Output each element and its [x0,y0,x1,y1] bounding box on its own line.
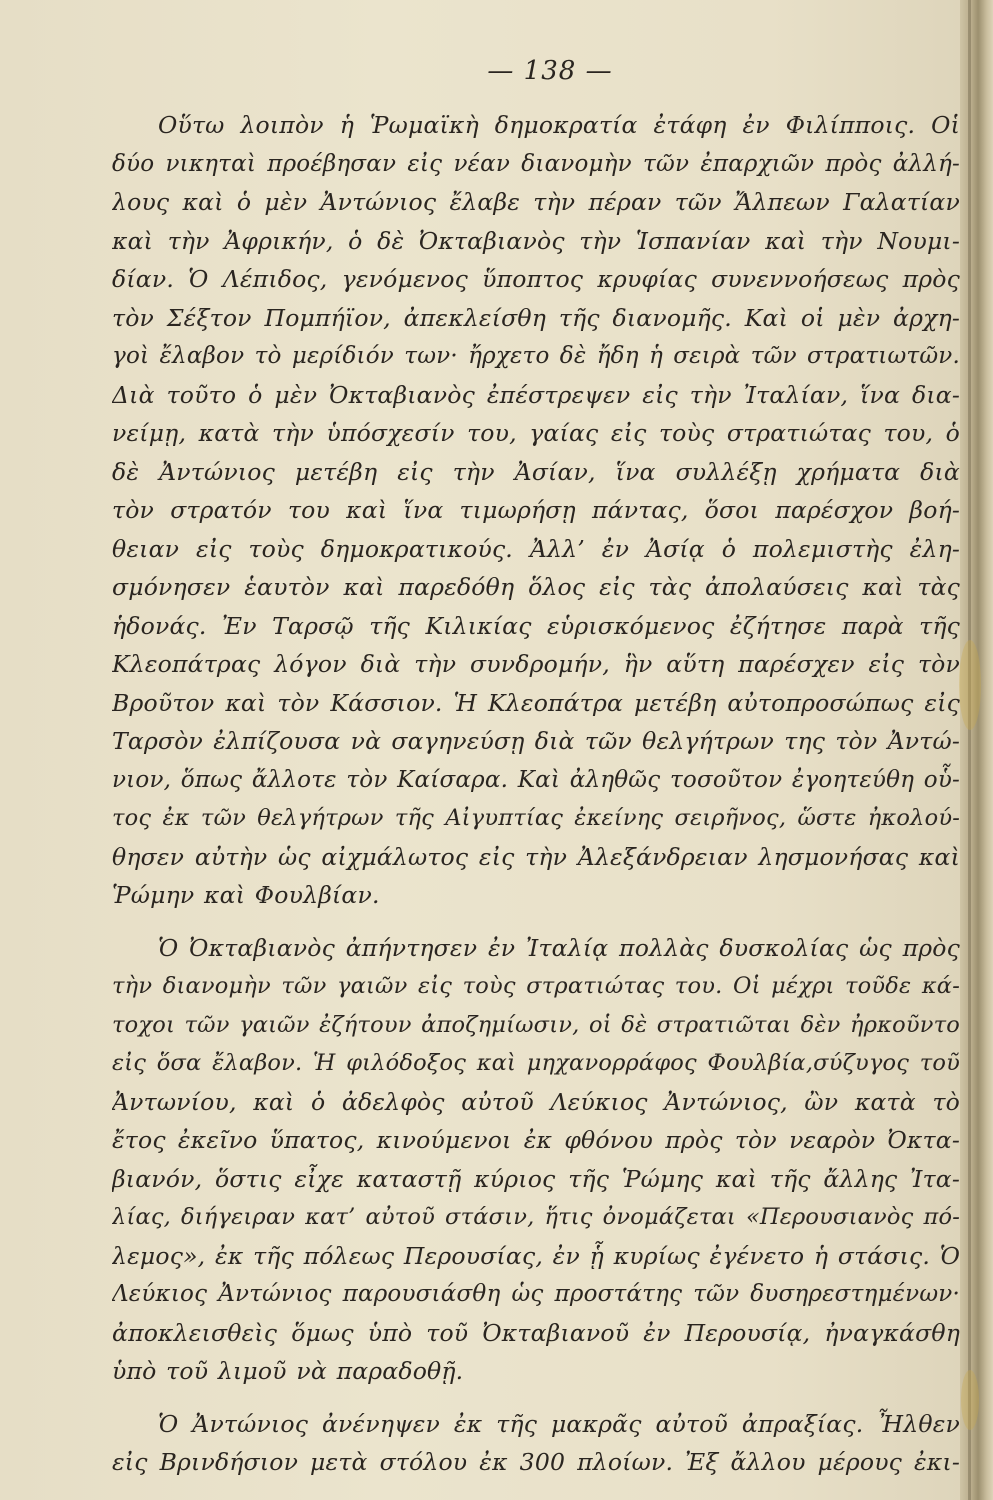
text-line: Λεύκιος Ἀντώνιος παρουσιάσθη ὡς προστάτης τῶν δυσηρεστημένων· [112,1281,960,1307]
text-line: θειαν εἰς τοὺς δημοκρατικούς. Ἀλλ’ ἐν Ἀσίᾳ ὁ πολεμιστὴς ἐλη- [112,534,960,563]
text-line: ἔτος ἐκεῖνο ὕπατος, κινούμενοι ἐκ φθόνου πρὸς τὸν νεαρὸν Ὀκτα- [112,1126,960,1154]
text-line: ἀποκλεισθεὶς ὅμως ὑπὸ τοῦ Ὀκταβιανοῦ ἐν Περουσίᾳ, ἠναγκάσθη [112,1318,960,1347]
text-line: τοχοι τῶν γαιῶν ἐζήτουν ἀποζημίωσιν, οἱ δὲ στρατιῶται δὲν ἠρκοῦντο [112,1011,960,1038]
text-line: λους καὶ ὁ μὲν Ἀντώνιος ἔλαβε τὴν πέραν τῶν Ἄλπεων Γαλατίαν [112,188,960,216]
paper-stain [961,1370,979,1430]
text-line: Ἀντωνίου, καὶ ὁ ἀδελφὸς αὐτοῦ Λεύκιος Ἀντώνιος, ὢν κατὰ τὸ [112,1087,960,1116]
text-line: Διὰ τοῦτο ὁ μὲν Ὀκταβιανὸς ἐπέστρεψεν εἰς τὴν Ἰταλίαν, ἵνα δια- [112,380,960,409]
text-line: Ὁ Ἀντώνιος ἀνένηψεν ἐκ τῆς μακρᾶς αὐτοῦ ἀπραξίας. Ἦλθεν [158,1409,960,1438]
text-line: λίας, διήγειραν κατ’ αὐτοῦ στάσιν, ἥτις ὀνομάζεται «Περουσιανὸς πό- [112,1204,960,1230]
text-line: δὲ Ἀντώνιος μετέβη εἰς τὴν Ἀσίαν, ἵνα συλλέξῃ χρήματα διὰ [112,457,960,486]
text-line: βιανόν, ὅστις εἶχε καταστῇ κύριος τῆς Ῥώμης καὶ τῆς ἄλλης Ἰτα- [112,1164,960,1193]
text-line: τὸν Σέξτον Πομπήϊον, ἀπεκλείσθη τῆς διανομῆς. Καὶ οἱ μὲν ἀρχη- [112,303,960,332]
text-line: τὸν στρατόν του καὶ ἵνα τιμωρήσῃ πάντας, ὅσοι παρέσχον βοή- [112,496,960,524]
text-line: ἡδονάς. Ἐν Ταρσῷ τῆς Κιλικίας εὑρισκόμενος ἐζήτησε παρὰ τῆς [112,611,960,640]
paragraph [112,106,960,915]
text-line: θησεν αὐτὴν ὡς αἰχμάλωτος εἰς τὴν Ἀλεξάνδρειαν λησμονήσας καὶ [112,842,960,871]
text-line: Οὕτω λοιπὸν ἡ Ῥωμαϊκὴ δημοκρατία ἐτάφη ἐν Φιλίπποις. Οἱ [158,111,960,139]
text-line: τὴν διανομὴν τῶν γαιῶν εἰς τοὺς στρατιώτας του. Οἱ μέχρι τοῦδε κά- [112,973,960,999]
text-line: Ῥώμην καὶ Φουλβίαν. [112,881,380,909]
text-line: Ταρσὸν ἐλπίζουσα νὰ σαγηνεύσῃ διὰ τῶν θελγήτρων της τὸν Ἀντώ- [112,727,960,755]
text-line: γοὶ ἔλαβον τὸ μερίδιόν των· ἤρχετο δὲ ἤδη ἡ σειρὰ τῶν στρατιωτῶν. [112,343,960,369]
text-line: Ὁ Ὀκταβιανὸς ἀπήντησεν ἐν Ἰταλίᾳ πολλὰς δυσκολίας ὡς πρὸς [158,933,960,962]
page-binding-edge [960,0,993,1500]
text-line: νιον, ὅπως ἄλλοτε τὸν Καίσαρα. Καὶ ἀληθῶς τοσοῦτον ἐγοητεύθη οὗ- [112,766,960,793]
text-line: δίαν. Ὁ Λέπιδος, γενόμενος ὕποπτος κρυφίας συνεννοήσεως πρὸς [112,265,960,293]
text-line: νείμῃ, κατὰ τὴν ὑπόσχεσίν του, γαίας εἰς τοὺς στρατιώτας του, ὁ [112,419,960,447]
body-text [112,106,960,1482]
text-line: λεμος», ἐκ τῆς πόλεως Περουσίας, ἐν ᾗ κυρίως ἐγένετο ἡ στάσις. Ὁ [112,1241,960,1270]
text-line: ὑπὸ τοῦ λιμοῦ νὰ παραδοθῇ. [112,1357,464,1385]
binding-shadow-line [968,0,971,1500]
paper-stain [959,640,981,730]
text-line: εἰς Βρινδήσιον μετὰ στόλου ἐκ 300 πλοίων. Ἐξ ἄλλου μέρους ἐκι- [112,1448,960,1476]
paragraph [112,1405,960,1482]
text-line: εἰς ὅσα ἔλαβον. Ἡ φιλόδοξος καὶ μηχανορράφος Φουλβία,σύζυγος τοῦ [112,1050,960,1076]
page-number: — 138 — [487,56,613,86]
text-line: τος ἐκ τῶν θελγήτρων τῆς Αἰγυπτίας ἐκείνης σειρῆνος, ὥστε ἠκολού- [112,805,960,831]
text-line: δύο νικηταὶ προέβησαν εἰς νέαν διανομὴν τῶν ἐπαρχιῶν πρὸς ἀλλή- [112,150,960,177]
text-line: καὶ τὴν Ἀφρικήν, ὁ δὲ Ὀκταβιανὸς τὴν Ἱσπανίαν καὶ τὴν Νουμι- [112,226,960,255]
text-line: σμόνησεν ἑαυτὸν καὶ παρεδόθη ὅλος εἰς τὰς ἀπολαύσεις καὶ τὰς [112,573,960,601]
text-line: Βροῦτον καὶ τὸν Κάσσιον. Ἡ Κλεοπάτρα μετέβη αὐτοπροσώπως εἰς [112,688,960,717]
paragraph [112,929,960,1391]
text-line: Κλεοπάτρας λόγον διὰ τὴν συνδρομήν, ἣν αὕτη παρέσχεν εἰς τὸν [112,650,960,678]
